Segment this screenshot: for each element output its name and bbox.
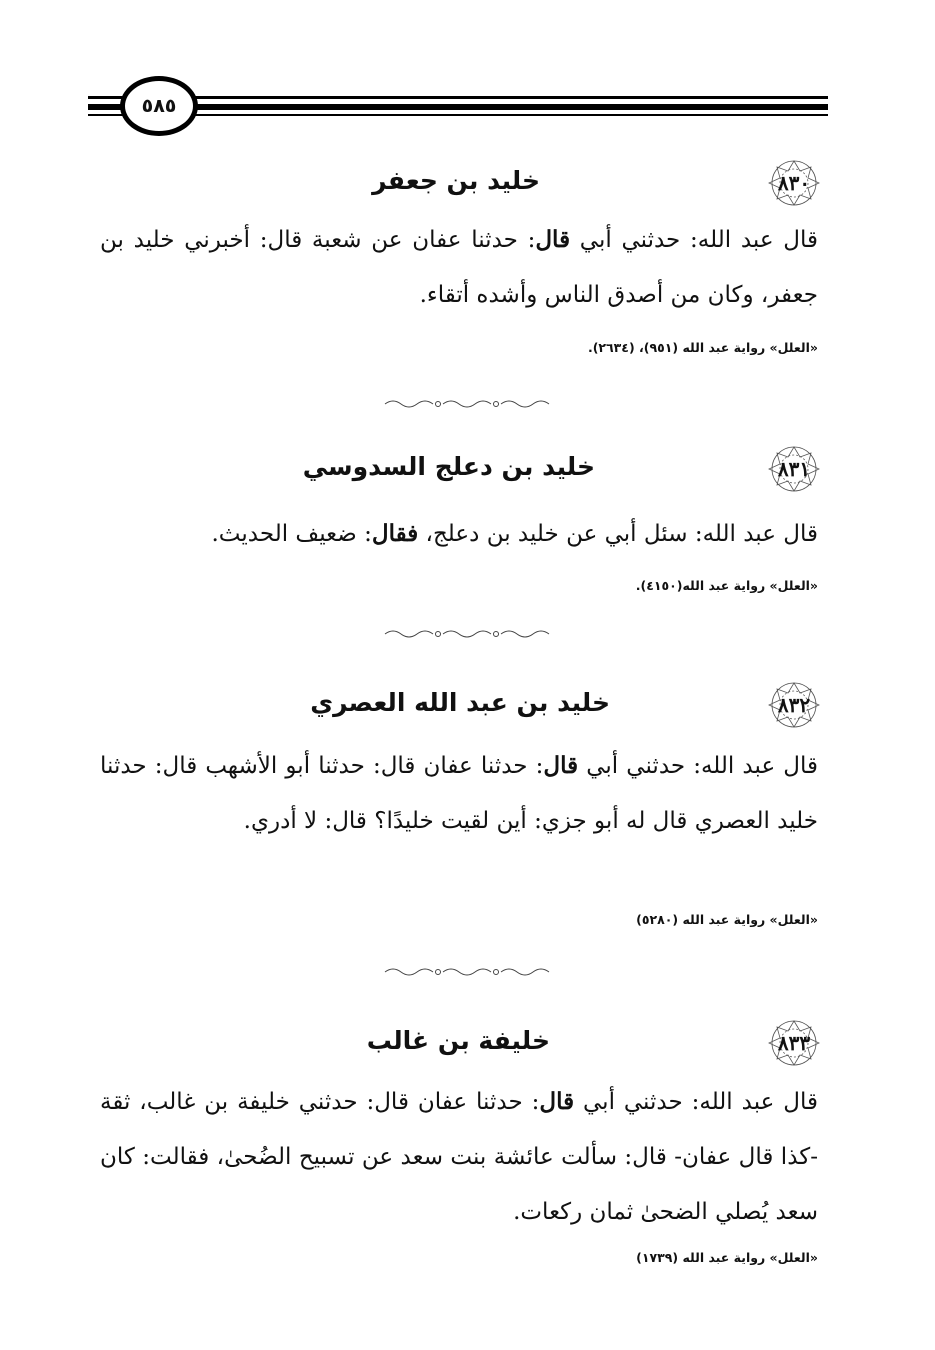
entry-text-bold: قال — [539, 1088, 575, 1115]
header-rule-top — [88, 96, 828, 99]
entry-text-bold: قال — [543, 752, 579, 779]
source-citation: «العلل» رواية عبد الله (١٧٣٩) — [636, 1250, 818, 1265]
entry-title: خليد بن عبد الله العصري — [310, 688, 610, 717]
floral-ornament-divider-icon — [380, 398, 555, 410]
entry-number-badge — [763, 1018, 825, 1068]
entry-text-part: : حدثنا عفان عن شعبة قال: أخبرني خليد بن جعفر، وكان من أصدق الناس وأشده أتقاء. — [100, 227, 818, 308]
entry-text — [100, 212, 818, 323]
entry-number: ٨٣٢ — [777, 693, 811, 717]
header-rule-mid — [88, 104, 828, 110]
entry-title: خليد بن دعلج السدوسي — [302, 452, 595, 481]
source-citation: «العلل» رواية عبد الله (٥٢٨٠) — [636, 912, 818, 927]
header-rule-bottom — [88, 114, 828, 116]
entry-number: ٨٣٠ — [777, 171, 811, 195]
entry-heading — [0, 444, 935, 494]
entry-text-bold: فقال — [371, 520, 419, 547]
entry-text — [100, 506, 818, 562]
entry-number: ٨٣٣ — [777, 1031, 811, 1055]
floral-ornament-divider-icon — [380, 628, 555, 640]
page-header — [88, 72, 828, 142]
entry-text-part: قال عبد الله: حدثني أبي — [570, 227, 818, 253]
entry-number-badge — [763, 680, 825, 730]
floral-ornament-divider-icon — [380, 966, 555, 978]
entry-title: خليد بن جعفر — [372, 166, 540, 195]
entry-text-part: قال عبد الله: حدثني أبي — [578, 753, 818, 779]
entry-text-part: قال عبد الله: حدثني أبي — [574, 1089, 818, 1115]
entry-title: خليفة بن غالب — [366, 1026, 550, 1055]
entry-number: ٨٣١ — [777, 457, 811, 481]
entry-text-part: : ضعيف الحديث. — [211, 521, 372, 547]
page-number: ٥٨٥ — [141, 95, 177, 117]
entry-text-part: : حدثنا عفان قال: حدثني خليفة بن غالب، ثقة -كذا قال عفان- قال: سألت عائشة بنت سعد عن تسبيح الضُحىٰ، فقالت: كان سعد يُصلي الضحىٰ ثمان ركعات. — [100, 1089, 818, 1225]
entry-number-badge — [763, 158, 825, 208]
entry-text-bold: قال — [535, 226, 571, 253]
source-citation: «العلل» رواية عبد الله (٩٥١)، (٢٦٣٤). — [587, 340, 818, 355]
entry-heading — [0, 680, 935, 730]
entry-heading — [0, 1018, 935, 1068]
entry-heading — [0, 158, 935, 208]
page-number-badge — [120, 76, 198, 136]
entry-text — [100, 738, 818, 849]
entry-number-badge — [763, 444, 825, 494]
entry-text — [100, 1074, 818, 1240]
entry-text-part: قال عبد الله: سئل أبي عن خليد بن دعلج، — [418, 521, 818, 547]
source-citation: «العلل» رواية عبد الله(٤١٥٠). — [635, 578, 818, 593]
entry-text-part: : حدثنا عفان قال: حدثنا أبو الأشهب قال: حدثنا خليد العصري قال له أبو جزي: أين لقيت خليدًا؟ قال: لا أدري. — [100, 753, 818, 834]
